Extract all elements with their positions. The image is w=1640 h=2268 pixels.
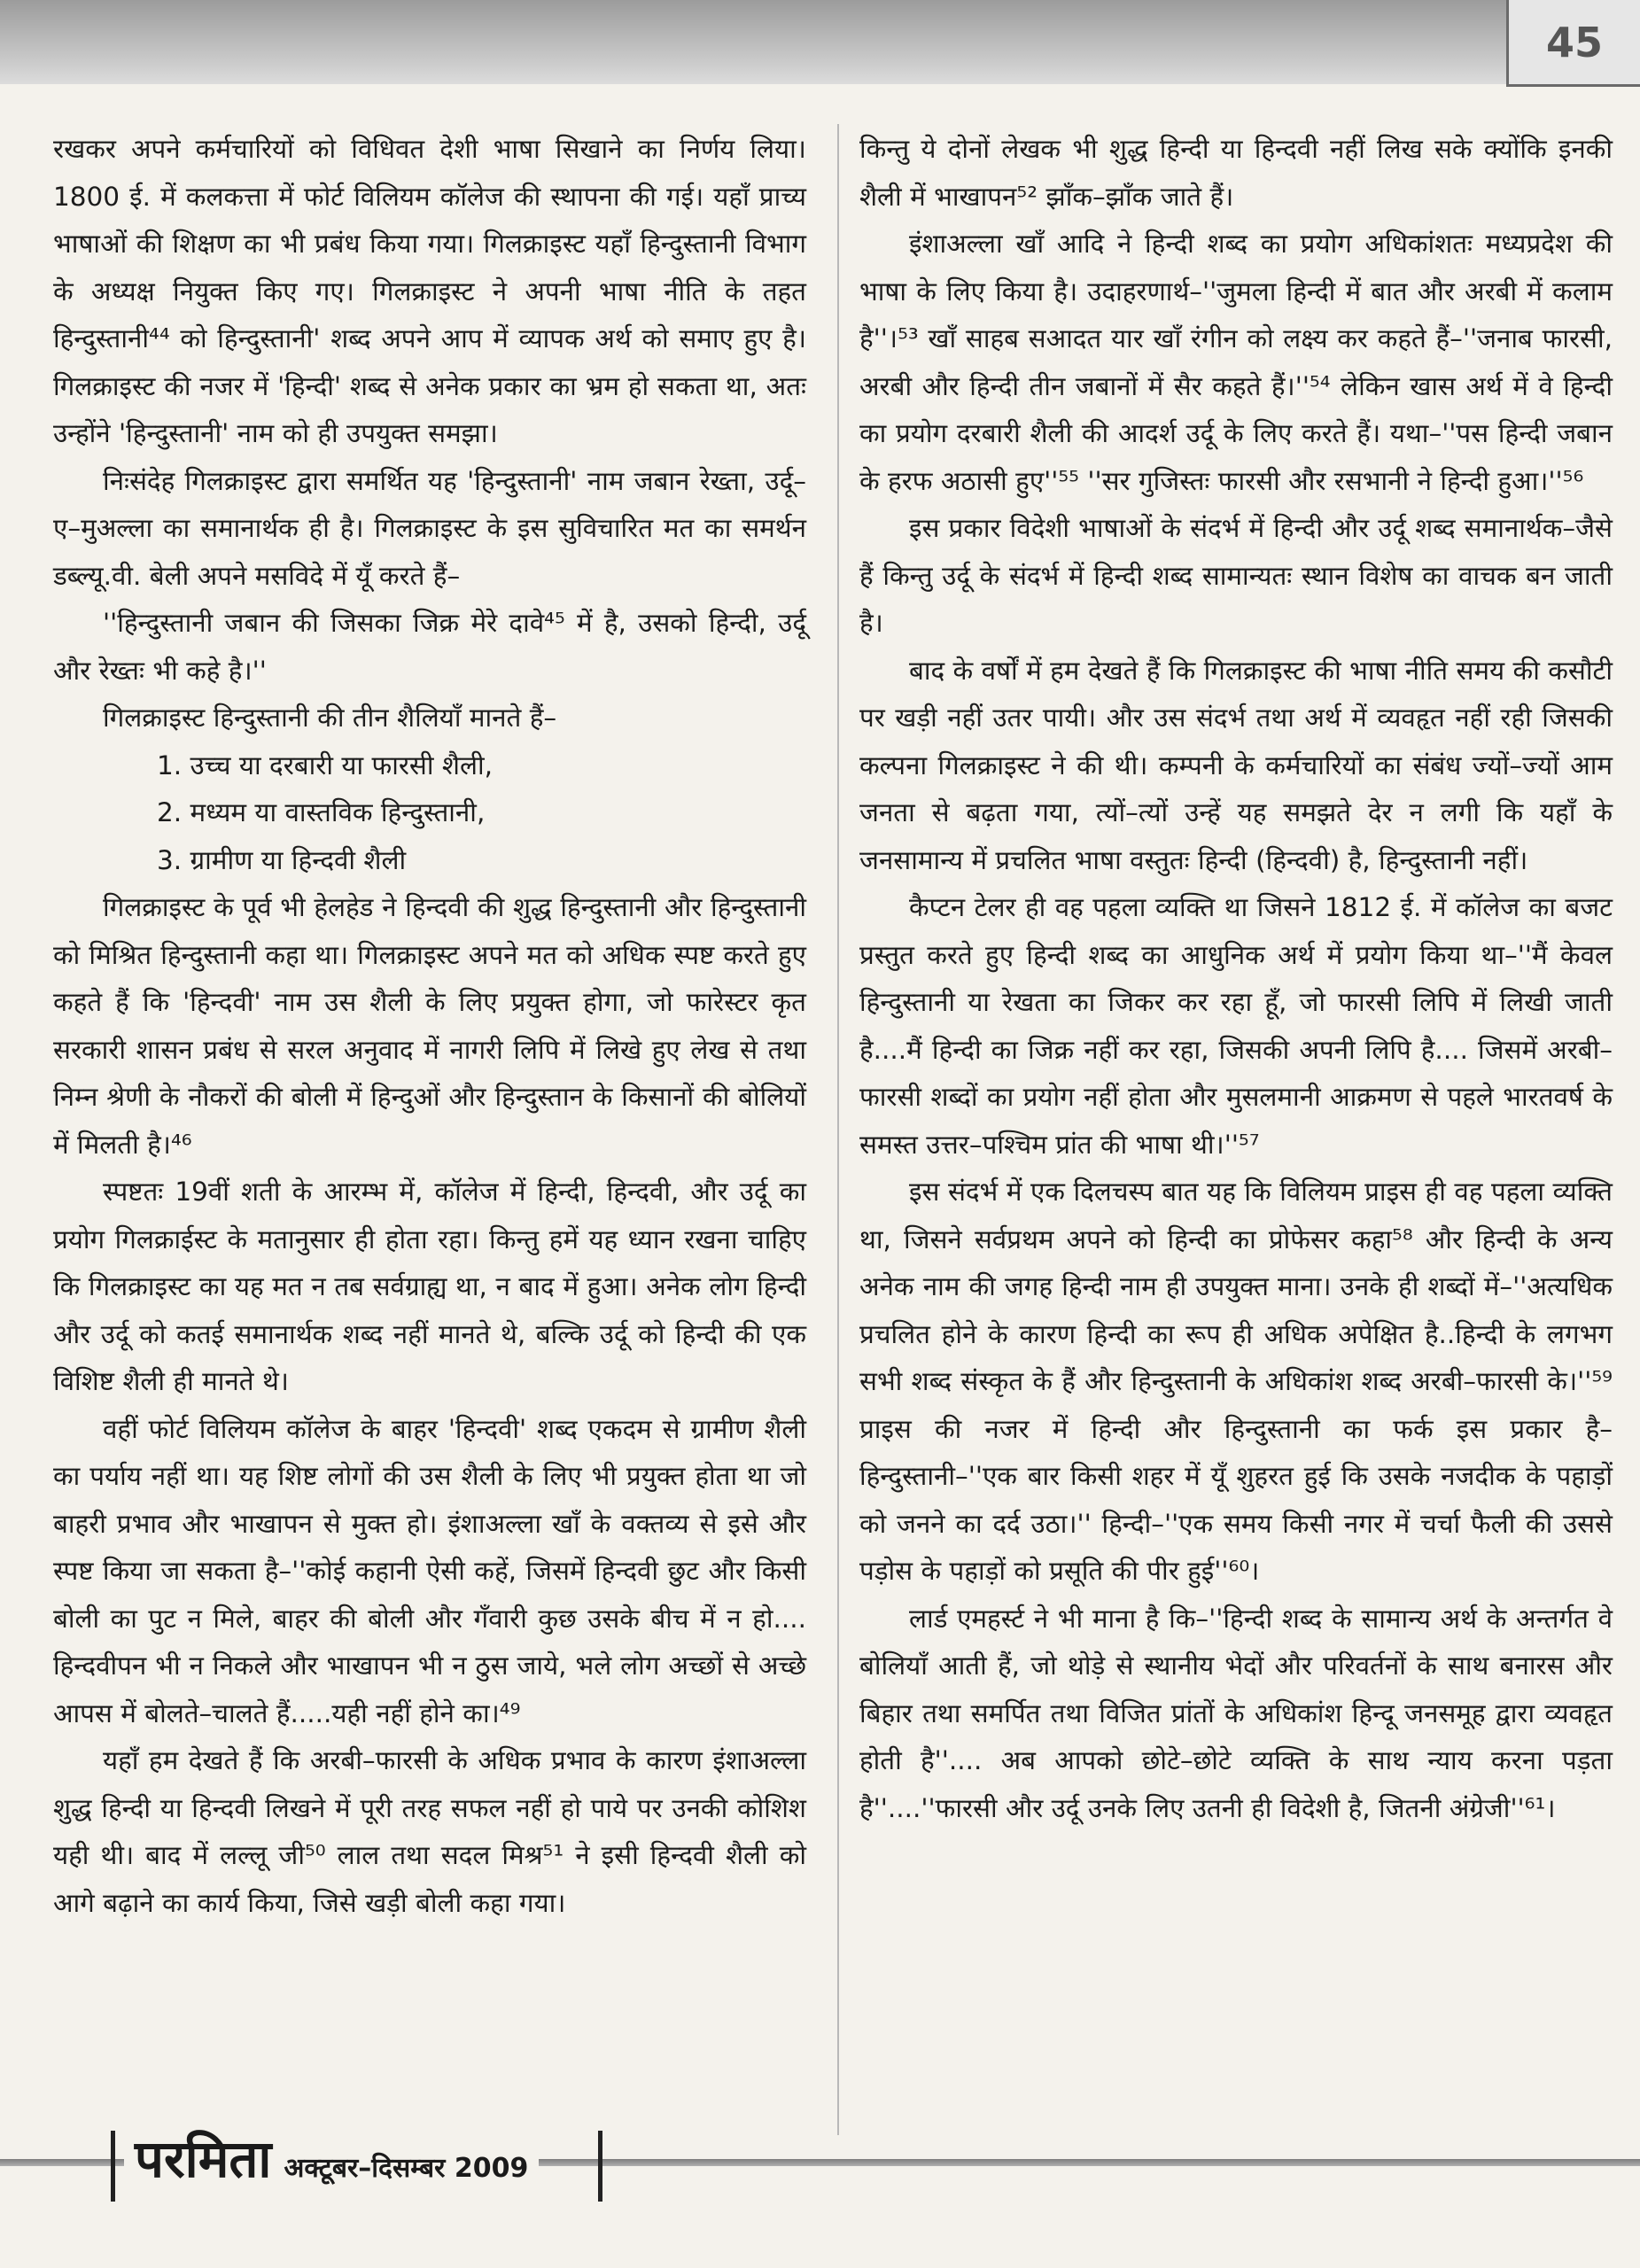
issue-date: अक्टूबर–दिसम्बर 2009 xyxy=(284,2153,529,2184)
paragraph: वहीं फोर्ट विलियम कॉलेज के बाहर 'हिन्दवी' शब्द एकदम से ग्रामीण शैली का पर्याय नहीं था। यह शिष्ट लोगों की उस शैली के लिए भी प्रयुक्त होता था जो बाहरी प्रभाव और भाखापन से मुक्त हो। इंशाअल्ला खाँ के वक्तव्य से इसे और स्पष्ट किया जा सकता है–''कोई कहानी ऐसी कहें, जिसमें हिन्दवी छुट और किसी बोली का पुट न मिले, बाहर की बोली और गँवारी कुछ उसके बीच में न हो.... हिन्दवीपन भी न निकले और भाखापन भी न ठुस जाये, भले लोग अच्छों से अच्छे आपस में बोलते–चालते हैं.....यही नहीं होने का।⁴⁹ xyxy=(53,1413,806,1728)
paragraph: 3. ग्रामीण या हिन्दवी शैली xyxy=(157,844,407,875)
column-divider xyxy=(837,124,839,2135)
paragraph: इस प्रकार विदेशी भाषाओं के संदर्भ में हिन्दी और उर्दू शब्द समानार्थक–जैसे हैं किन्तु उर्दू के संदर्भ में हिन्दी शब्द सामान्यतः स्थान विशेष का वाचक बन जाती है। xyxy=(859,513,1613,638)
footer-left-bar xyxy=(111,2131,115,2202)
paragraph: रखकर अपने कर्मचारियों को विधिवत देशी भाषा सिखाने का निर्णय लिया। 1800 ई. में कलकत्ता में फोर्ट विलियम कॉलेज की स्थापना की गई। यहाँ प्राच्य भाषाओं की शिक्षण का भी प्रबंध किया गया। गिलक्राइस्ट यहाँ हिन्दुस्तानी विभाग के अध्यक्ष नियुक्त किए गए। गिलक्राइस्ट ने अपनी भाषा नीति के तहत हिन्दुस्तानी⁴⁴ को हिन्दुस्तानी' शब्द अपने आप में व्यापक अर्थ को समाए हुए है। गिलक्राइस्ट की नजर में 'हिन्दी' शब्द से अनेक प्रकार का भ्रम हो सकता था, अतः उन्होंने 'हिन्दुस्तानी' नाम को ही उपयुक्त समझा। xyxy=(53,134,806,448)
paragraph: किन्तु ये दोनों लेखक भी शुद्ध हिन्दी या हिन्दवी नहीं लिख सके क्योंकि इनकी शैली में भाखापन⁵² झाँक–झाँक जाते हैं। xyxy=(859,134,1613,212)
top-header-band xyxy=(0,0,1640,84)
paragraph: 1. उच्च या दरबारी या फारसी शैली, xyxy=(157,750,493,781)
paragraph: लार्ड एमहर्स्ट ने भी माना है कि–''हिन्दी शब्द के सामान्य अर्थ के अन्तर्गत वे बोलियाँ आती हैं, जो थोड़े से स्थानीय भेदों और परिवर्तनों के साथ बनारस और बिहार तथा समर्पित तथा विजित प्रांतों के अधिकांश हिन्दू जनसमूह द्वारा व्यवहृत होती है''.... अब आपको छोटे–छोटे व्यक्ति के साथ न्याय करना पड़ता है''....''फारसी और उर्दू उनके लिए उतनी ही विदेशी है, जितनी अंग्रेजी''⁶¹। xyxy=(859,1603,1613,1823)
paragraph: बाद के वर्षों में हम देखते हैं कि गिलक्राइस्ट की भाषा नीति समय की कसौटी पर खड़ी नहीं उतर पायी। और उस संदर्भ तथा अर्थ में व्यवहृत नहीं रही जिसकी कल्पना गिलक्राइस्ट ने की थी। कम्पनी के कर्मचारियों का संबंध ज्यों–ज्यों आम जनता से बढ़ता गया, त्यों–त्यों उन्हें यह समझते देर न लगी कि यहाँ के जनसामान्य में प्रचलित भाषा वस्तुतः हिन्दी (हिन्दवी) है, हिन्दुस्तानी नहीं। xyxy=(859,655,1613,875)
right-text-column xyxy=(859,126,1613,1832)
paragraph: स्पष्टतः 19वीं शती के आरम्भ में, कॉलेज में हिन्दी, हिन्दवी, और उर्दू का प्रयोग गिलक्राईस्ट के मतानुसार ही होता रहा। किन्तु हमें यह ध्यान रखना चाहिए कि गिलक्राइस्ट का यह मत न तब सर्वग्राह्य था, न बाद में हुआ। अनेक लोग हिन्दी और उर्दू को कतई समानार्थक शब्द नहीं मानते थे, बल्कि उर्दू को हिन्दी की एक विशिष्ट शैली ही मानते थे। xyxy=(53,1177,806,1396)
left-text-column xyxy=(53,126,806,1927)
paragraph: गिलक्राइस्ट हिन्दुस्तानी की तीन शैलियाँ मानते हैं– xyxy=(103,703,557,733)
magazine-name: परमिता xyxy=(135,2129,272,2189)
paragraph: निःसंदेह गिलक्राइस्ट द्वारा समर्थित यह 'हिन्दुस्तानी' नाम जबान रेख्ता, उर्दू–ए–मुअल्ला का समानार्थक ही है। गिलक्राइस्ट के इस सुविचारित मत का समर्थन डब्ल्यू.वी. बेली अपने मसविदे में यूँ करते हैं– xyxy=(53,465,806,591)
paragraph: इंशाअल्ला खाँ आदि ने हिन्दी शब्द का प्रयोग अधिकांशतः मध्यप्रदेश की भाषा के लिए किया है। उदाहरणार्थ–''जुमला हिन्दी में बात और अरबी में कलाम है''।⁵³ खाँ साहब सआदत यार खाँ रंगीन को लक्ष्य कर कहते हैं–''जनाब फारसी, अरबी और हिन्दी तीन जबानों में सैर कहते हैं।''⁵⁴ लेकिन खास अर्थ में वे हिन्दी का प्रयोग दरबारी शैली की आदर्श उर्दू के लिए करते हैं। यथा–''पस हिन्दी जबान के हरफ अठासी हुए''⁵⁵ ''सर गुजिस्तः फारसी और रसभानी ने हिन्दी हुआ।''⁵⁶ xyxy=(859,229,1613,496)
paragraph: 2. मध्यम या वास्तविक हिन्दुस्तानी, xyxy=(157,797,486,827)
footer-masthead xyxy=(124,2122,539,2193)
paragraph: कैप्टन टेलर ही वह पहला व्यक्ति था जिसने 1812 ई. में कॉलेज का बजट प्रस्तुत करते हुए हिन्दी शब्द का आधुनिक अर्थ में प्रयोग किया था–''मैं केवल हिन्दुस्तानी या रेखता का जिकर कर रहा हूँ, जो फारसी लिपि में लिखी जाती है....मैं हिन्दी का जिक्र नहीं कर रहा, जिसकी अपनी लिपि है.... जिसमें अरबी–फारसी शब्दों का प्रयोग नहीं होता और मुसलमानी आक्रमण से पहले भारतवर्ष के समस्त उत्तर–पश्चिम प्रांत की भाषा थी।''⁵⁷ xyxy=(859,892,1613,1160)
page-number: 45 xyxy=(1506,0,1640,87)
paragraph: ''हिन्दुस्तानी जबान की जिसका जिक्र मेरे दावे⁴⁵ में है, उसको हिन्दी, उर्दू और रेख्तः भी कहे है।'' xyxy=(53,608,806,686)
footer-right-bar xyxy=(598,2131,602,2202)
paragraph: यहाँ हम देखते हैं कि अरबी–फारसी के अधिक प्रभाव के कारण इंशाअल्ला शुद्ध हिन्दी या हिन्दवी लिखने में पूरी तरह सफल नहीं हो पाये पर उनकी कोशिश यही थी। बाद में लल्लू जी⁵⁰ लाल तथा सदल मिश्र⁵¹ ने इसी हिन्दवी शैली को आगे बढ़ाने का कार्य किया, जिसे खड़ी बोली कहा गया। xyxy=(53,1745,806,1918)
paragraph: गिलक्राइस्ट के पूर्व भी हेलहेड ने हिन्दवी की शुद्ध हिन्दुस्तानी और हिन्दुस्तानी को मिश्रित हिन्दुस्तानी कहा था। गिलक्राइस्ट अपने मत को अधिक स्पष्ट करते हुए कहते हैं कि 'हिन्दवी' नाम उस शैली के लिए प्रयुक्त होगा, जो फारेस्टर कृत सरकारी शासन प्रबंध से सरल अनुवाद में नागरी लिपि में लिखे हुए लेख से तथा निम्न श्रेणी के नौकरों की बोली में हिन्दुओं और हिन्दुस्तान के किसानों की बोलियों में मिलती है।⁴⁶ xyxy=(53,892,806,1160)
page-footer xyxy=(0,2122,1640,2202)
paragraph: इस संदर्भ में एक दिलचस्प बात यह कि विलियम प्राइस ही वह पहला व्यक्ति था, जिसने सर्वप्रथम अपने को हिन्दी का प्रोफेसर कहा⁵⁸ और हिन्दी के अन्य अनेक नाम की जगह हिन्दी नाम ही उपयुक्त माना। उनके ही शब्दों में–''अत्यधिक प्रचलित होने के कारण हिन्दी का रूप ही अधिक अपेक्षित है..हिन्दी के लगभग सभी शब्द संस्कृत के हैं और हिन्दुस्तानी के अधिकांश शब्द अरबी–फारसी के।''⁵⁹ प्राइस की नजर में हिन्दी और हिन्दुस्तानी का फर्क इस प्रकार है– हिन्दुस्तानी–''एक बार किसी शहर में यूँ शुहरत हुई कि उसके नजदीक के पहाड़ों को जनने का दर्द उठा।'' हिन्दी–''एक समय किसी नगर में चर्चा फैली की उससे पड़ोस के पहाड़ों को प्रसूति की पीर हुई''⁶⁰। xyxy=(859,1177,1613,1586)
